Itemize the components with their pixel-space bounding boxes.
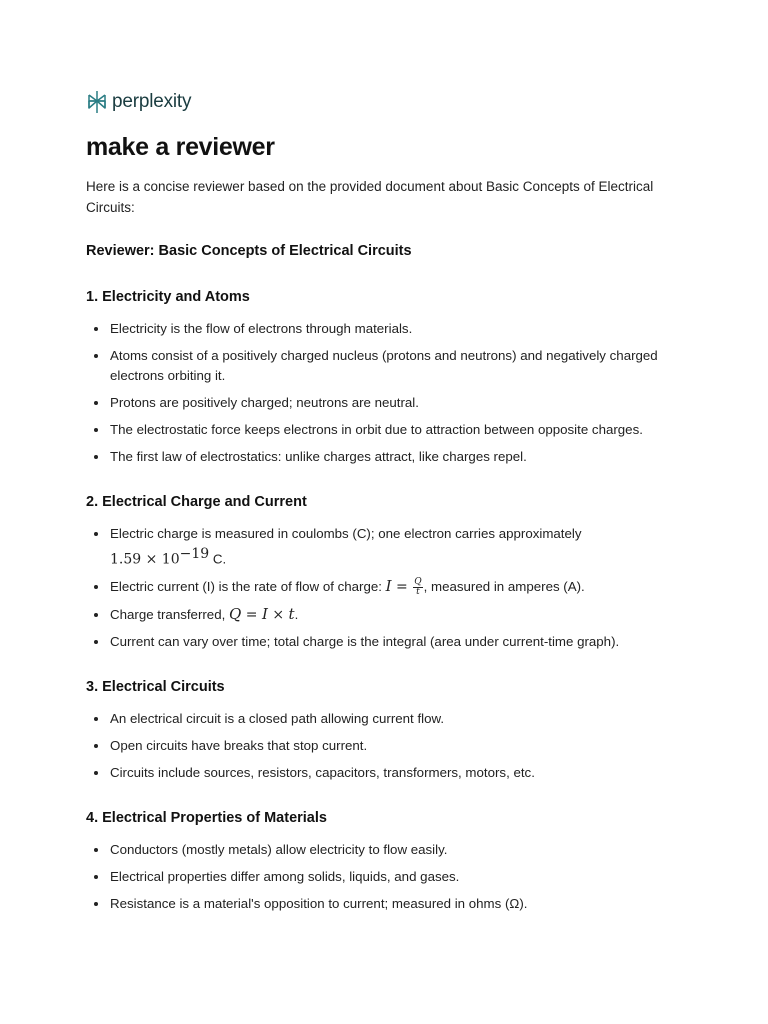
list-item: • Protons are positively charged; neutrons are neutral. xyxy=(109,393,686,413)
page-title: make a reviewer xyxy=(86,133,275,161)
fraction-denominator: t xyxy=(416,587,420,598)
list-item xyxy=(109,576,686,597)
current-symbol: I xyxy=(385,577,392,596)
list-item xyxy=(109,604,686,625)
formula-q: Q xyxy=(229,605,242,624)
bullet-list xyxy=(86,840,686,914)
formula-t: t xyxy=(288,605,295,624)
equals-sign: = xyxy=(391,579,413,596)
list-item: • Resistance is a material's opposition to current; measured in ohms (Ω). xyxy=(109,894,686,914)
bullet-list xyxy=(86,524,686,652)
current-fraction xyxy=(413,578,422,597)
list-item xyxy=(109,524,686,569)
perplexity-logo-icon xyxy=(86,90,108,114)
section-material-properties xyxy=(86,808,686,914)
section-heading: 2. Electrical Charge and Current xyxy=(86,494,307,510)
brand-logo[interactable] xyxy=(86,88,686,116)
section-heading: 4. Electrical Properties of Materials xyxy=(86,810,327,827)
section-charge-current xyxy=(86,492,686,652)
list-item: • Circuits include sources, resistors, capacitors, transformers, motors, etc. xyxy=(109,763,686,783)
fraction-numerator: Q xyxy=(414,577,422,588)
section-heading: 3. Electrical Circuits xyxy=(86,679,225,696)
formula-end: . xyxy=(294,607,299,623)
formula-i: I xyxy=(261,605,268,624)
reviewer-heading: Reviewer: Basic Concepts of Electrical Circuits xyxy=(86,243,412,259)
brand-name: perplexity xyxy=(112,91,192,112)
list-item: • The first law of electrostatics: unlike charges attract, like charges repel. xyxy=(109,447,686,467)
bullet-list xyxy=(86,319,686,467)
document-page xyxy=(86,88,686,921)
list-item: • The electrostatic force keeps electrons in orbit due to attraction between opposite charges. xyxy=(109,420,686,440)
list-item: • Current can vary over time; total charge is the integral (area under current-time graph). xyxy=(109,632,686,652)
list-item: • Electrical properties differ among solids, liquids, and gases. xyxy=(109,867,686,887)
formula-equals: = xyxy=(241,607,262,624)
charge-exponent: −19 xyxy=(179,546,210,562)
list-item: • Atoms consist of a positively charged nucleus (protons and neutrons) and negatively charged electrons orbiting it. xyxy=(109,346,686,386)
item-text: Electric charge is measured in coulombs (C); one electron carries approximately xyxy=(110,526,582,541)
section-heading: 1. Electricity and Atoms xyxy=(86,289,250,305)
item-text: Electric current (I) is the rate of flow of charge: xyxy=(110,579,386,595)
list-item: • Electricity is the flow of electrons through materials. xyxy=(109,319,686,339)
section-electricity-atoms xyxy=(86,287,686,467)
charge-value: 1.59 × 10 xyxy=(110,551,180,568)
intro-paragraph: Here is a concise reviewer based on the provided document about Basic Concepts of Electrical Circuits: xyxy=(86,179,654,215)
section-electrical-circuits xyxy=(86,677,686,783)
list-item: • An electrical circuit is a closed path allowing current flow. xyxy=(109,709,686,729)
charge-unit: C. xyxy=(209,551,227,567)
formula-times: × xyxy=(267,607,289,624)
list-item: • Open circuits have breaks that stop current. xyxy=(109,736,686,756)
bullet-list xyxy=(86,709,686,783)
list-item: • Conductors (mostly metals) allow electricity to flow easily. xyxy=(109,840,686,860)
item-text-suffix: , measured in amperes (A). xyxy=(423,579,585,595)
item-text: Charge transferred, xyxy=(110,607,229,623)
